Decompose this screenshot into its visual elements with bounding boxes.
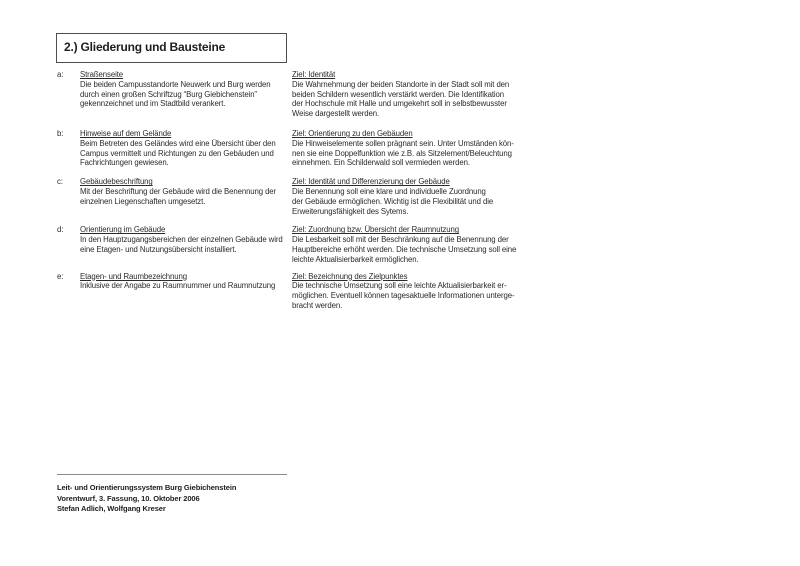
- footer-authors: Stefan Adlich, Wolfgang Kreser: [57, 504, 166, 513]
- item-row-c: [57, 177, 552, 216]
- item-c-right-line: Die Benennung soll eine klare und individuelle Zuordnung: [292, 186, 486, 196]
- title-box: [56, 33, 287, 63]
- content-area: [57, 70, 552, 311]
- item-d-heading: Orientierung im Gebäude: [80, 225, 166, 235]
- item-b-right-line: Die Hinweiselemente sollen prägnant sein. Unter Umständen kön-: [292, 138, 514, 148]
- item-a-left-line: Die beiden Campusstandorte Neuwerk und Burg werden: [80, 79, 271, 89]
- item-row-a: [57, 70, 552, 119]
- item-c-right-line: Erweiterungsfähigkeit des Sytems.: [292, 206, 409, 216]
- item-a-right-column: [292, 70, 552, 119]
- item-label-b: b:: [57, 128, 64, 138]
- item-e-right-line: bracht werden.: [292, 300, 343, 310]
- item-c-heading: Gebäudebeschriftung: [80, 177, 153, 187]
- item-label-d: d:: [57, 225, 64, 235]
- item-d-right-line: leichte Aktualisierbarkeit ermöglichen.: [292, 254, 419, 264]
- item-d-left-line: In den Hauptzugangsbereichen der einzelnen Gebäude wird: [80, 235, 283, 245]
- item-e-right-column: [292, 272, 552, 311]
- item-b-left-column: [80, 129, 292, 168]
- item-label-c: c:: [57, 177, 63, 187]
- item-c-left-column: [80, 177, 292, 206]
- item-d-right-line: Die Lesbarkeit soll mit der Beschränkung auf die Benennung der: [292, 235, 509, 245]
- item-c-left-line: Mit der Beschriftung der Gebäude wird die Benennung der: [80, 186, 277, 196]
- footer-project-title: Leit- und Orientierungssystem Burg Giebichenstein: [57, 483, 237, 492]
- item-c-left-line: einzelnen Liegenschaften umgesetzt.: [80, 196, 206, 206]
- item-b-goal-heading: Ziel: Orientierung zu den Gebäuden: [292, 128, 413, 138]
- page-title: 2.) Gliederung und Bausteine: [64, 40, 226, 54]
- item-b-heading: Hinweise auf dem Gelände: [80, 128, 172, 138]
- item-c-right-line: der Gebäude ermöglichen. Wichtig ist die Flexibilität und die: [292, 196, 494, 206]
- item-c-goal-heading: Ziel: Identität und Differenzierung der Gebäude: [292, 177, 450, 187]
- item-b-right-column: [292, 129, 552, 168]
- item-a-left-column: [80, 70, 292, 109]
- item-a-right-line: beiden Schildern wesentlich verstärkt werden. Die Identifikation: [292, 89, 505, 99]
- item-b-left-line: Beim Betreten des Geländes wird eine Übersicht über den: [80, 138, 276, 148]
- item-d-left-column: [80, 225, 292, 254]
- item-a-right-line: der Hochschule mit Halle und umgekehrt soll in selbstbewusster: [292, 99, 507, 109]
- item-d-left-line: eine Etagen- und Nutzungsübersicht installiert.: [80, 244, 237, 254]
- item-b-left-line: Fachrichtungen gewiesen.: [80, 158, 169, 168]
- item-c-right-column: [292, 177, 552, 216]
- item-e-goal-heading: Ziel: Bezeichnung des Zielpunktes: [292, 271, 408, 281]
- item-e-right-line: möglichen. Eventuell können tagesaktuelle Informationen unterge-: [292, 291, 515, 301]
- item-e-heading: Etagen- und Raumbezeichnung: [80, 271, 187, 281]
- item-b-right-line: nen sie eine Doppelfunktion wie z.B. als Sitzelement/Beleuchtung: [292, 148, 512, 158]
- item-label-e: e:: [57, 271, 64, 281]
- item-a-goal-heading: Ziel: Identität: [292, 70, 336, 79]
- item-e-left-column: [80, 272, 292, 292]
- item-a-left-line: gekennzeichnet und im Stadtbild verankert.: [80, 99, 226, 109]
- footer-divider: [57, 474, 287, 475]
- item-d-goal-heading: Ziel: Zuordnung bzw. Übersicht der Raumnutzung: [292, 225, 460, 235]
- item-b-right-line: einnehmen. Ein Schilderwald soll vermieden werden.: [292, 158, 470, 168]
- item-row-e: [57, 272, 552, 311]
- item-d-right-column: [292, 225, 552, 264]
- item-a-right-line: Die Wahrnehmung der beiden Standorte in der Stadt soll mit den: [292, 79, 510, 89]
- item-a-heading: Straßenseite: [80, 70, 124, 79]
- item-b-left-line: Campus vermittelt und Richtungen zu den Gebäuden und: [80, 148, 274, 158]
- item-row-d: [57, 225, 552, 264]
- item-a-right-line: Weise dargestellt werden.: [292, 109, 380, 119]
- item-e-left-line: Inklusive der Angabe zu Raumnummer und Raumnutzung: [80, 281, 276, 291]
- item-e-right-line: Die technische Umsetzung soll eine leichte Aktualisierbarkeit er-: [292, 281, 507, 291]
- item-label-a: a:: [57, 70, 64, 79]
- footer-version-date: Vorentwurf, 3. Fassung, 10. Oktober 2006: [57, 493, 200, 503]
- item-row-b: [57, 129, 552, 168]
- item-d-right-line: Hauptbereiche erhöht werden. Die technische Umsetzung soll eine: [292, 244, 517, 254]
- item-a-left-line: durch einen großen Schriftzug “Burg Giebichenstein”: [80, 89, 257, 99]
- footer: [57, 474, 537, 515]
